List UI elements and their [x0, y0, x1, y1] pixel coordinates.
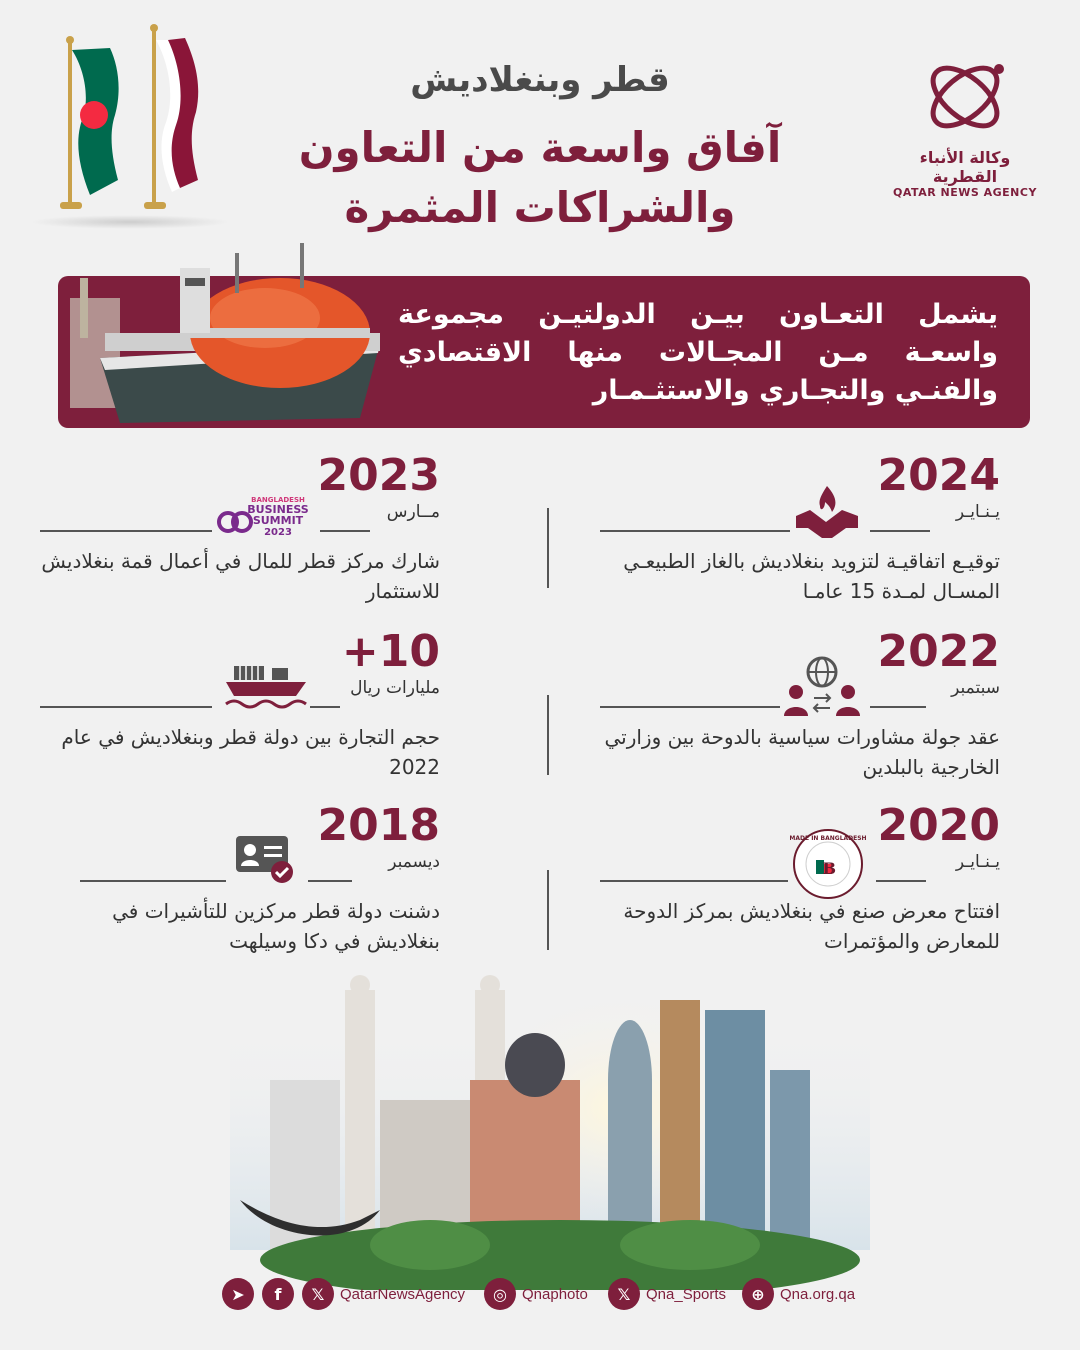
made-in-bangladesh-badge — [790, 826, 866, 902]
telegram-icon[interactable]: ➤ — [222, 1278, 254, 1310]
footer-sports — [608, 1276, 726, 1312]
entry-description: افتتاح معرض صنع في بنغلاديش بمركز الدوحة للمعارض والمؤتمرات — [623, 899, 1000, 953]
entry-description: عقد جولة مشاورات سياسية بالدوحة بين وزارتي الخارجية بالبلدين — [604, 725, 1000, 779]
entry-description: حجم التجارة بين دولة قطر وبنغلاديش في عام 2022 — [61, 725, 440, 779]
timeline-entry-2018 — [40, 800, 440, 956]
footer-website — [742, 1276, 855, 1312]
timeline-entry-trade — [40, 626, 440, 782]
entry-month: سبتمبر — [951, 678, 1000, 698]
entry-year: 2024 — [877, 450, 1000, 501]
summit-badge-line3: SUMMIT — [252, 514, 304, 527]
timeline-entry-2022 — [600, 626, 1000, 782]
footer-handle-sports[interactable]: Qna_Sports — [646, 1285, 727, 1303]
entry-month: يـنـايـر — [955, 502, 1000, 522]
header-title — [250, 118, 830, 238]
x-icon[interactable]: 𝕏 — [302, 1278, 334, 1310]
entry-month: يـنـايـر — [955, 852, 1000, 872]
header-title-line2: والشراكات المثمرة — [344, 183, 736, 232]
footer-social-group — [222, 1276, 465, 1312]
lng-tanker-image — [60, 238, 390, 428]
x-sports-icon[interactable]: 𝕏 — [608, 1278, 640, 1310]
entry-description: توقيـع اتفاقيـة لتزويد بنغلاديش بالغاز الطبيعـي المسـال لمـدة 15 عامـا — [623, 549, 1000, 603]
timeline-entry-2020 — [600, 800, 1000, 956]
entry-year: 2023 — [317, 450, 440, 501]
skyline-illustration — [230, 960, 870, 1290]
footer-instagram — [484, 1276, 588, 1312]
header-title-line1: آفاق واسعة من التعاون — [298, 123, 782, 172]
timeline-divider-1 — [547, 508, 549, 588]
entry-description: شارك مركز قطر للمال في أعمال قمة بنغلاديش للاستثمار — [41, 549, 440, 603]
summit-badge-line4: 2023 — [264, 527, 292, 538]
facebook-icon[interactable]: f — [262, 1278, 294, 1310]
business-summit-logo — [216, 494, 312, 556]
entry-month: مليارات ريال — [350, 678, 440, 698]
timeline-divider-3 — [547, 870, 549, 950]
visa-card-icon — [230, 828, 300, 890]
flags-illustration — [30, 20, 230, 215]
trade-value: +10 — [341, 626, 440, 677]
entry-month: مــارس — [386, 502, 440, 522]
footer-handle-qna[interactable]: QatarNewsAgency — [340, 1285, 466, 1303]
instagram-icon[interactable]: ◎ — [484, 1278, 516, 1310]
social-footer — [0, 1276, 1080, 1316]
timeline-entry-2024 — [600, 450, 1000, 606]
logo-english-text: QATAR NEWS AGENCY — [893, 186, 1037, 199]
footer-handle-photo[interactable]: Qnaphoto — [522, 1285, 588, 1303]
timeline-entry-2023 — [40, 450, 440, 606]
entry-month: ديسمبر — [388, 852, 440, 872]
qna-logo-icon — [915, 55, 1015, 140]
summit-badge-line2: BUSINESS — [247, 503, 309, 516]
header-subtitle: قطر وبنغلاديش — [410, 60, 670, 100]
globe-people-icon — [792, 654, 862, 716]
timeline-divider-2 — [547, 695, 549, 775]
logo-arabic-text: وكالة الأنباء القطرية — [919, 148, 1011, 186]
entry-description: دشنت دولة قطر مركزين للتأشيرات في بنغلاديش في دكا وسيلهت — [112, 899, 440, 953]
banner-text: يشمل التعـاون بيـن الدولتيـن مجموعة واسعـة مـن المجـالات منها الاقتصادي والفنـي والتجـاري والاستثـمـار — [398, 299, 998, 406]
entry-year: 2018 — [317, 800, 440, 851]
globe-icon[interactable]: ⊕ — [742, 1278, 774, 1310]
svg-text:B: B — [822, 859, 836, 878]
footer-website-link[interactable]: Qna.org.qa — [780, 1285, 856, 1303]
badge-text: MADE IN BANGLADESH — [790, 835, 866, 842]
qna-logo — [890, 55, 1040, 199]
cargo-ship-icon — [222, 658, 312, 720]
handshake-gas-icon — [792, 482, 862, 544]
entry-year: 2022 — [877, 626, 1000, 677]
summit-badge-line1: BANGLADESH — [251, 496, 305, 504]
entry-year: 2020 — [877, 800, 1000, 851]
